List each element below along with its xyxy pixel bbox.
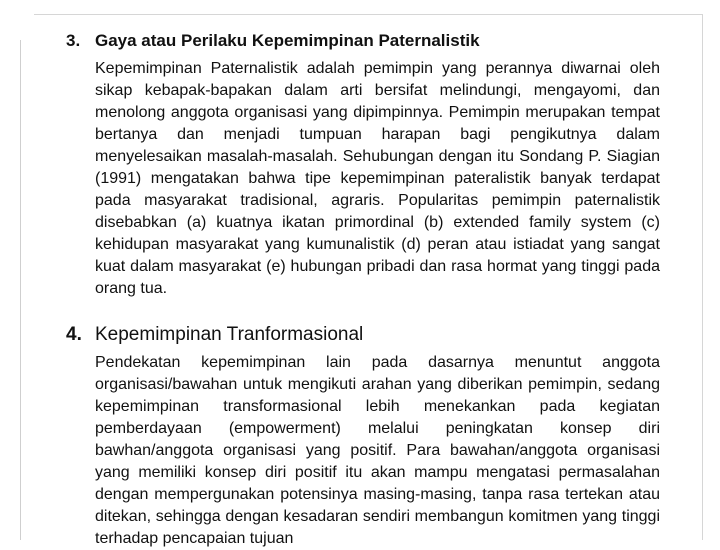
section-title: Gaya atau Perilaku Kepemimpinan Paternalistik [95, 31, 480, 50]
section-heading [66, 322, 666, 348]
slide-frame-right-line [702, 14, 703, 540]
slide-frame-top-line [34, 14, 702, 15]
section-number: 4. [66, 324, 82, 345]
section-body-text: Pendekatan kepemimpinan lain pada dasarnya menuntut anggota organisasi/bawahan untuk mengikuti arahan yang diberikan pemimpin, sedang kepemimpinan transformasional lebih menekankan pada kegiatan pemberdayaan (empowerment) melalui peningkatan konsep diri bawhan/anggota organisasi yang positif. Para bawahan/anggota organisasi yang memiliki konsep diri positif itu akan mampu mengatasi permasalahan dengan mempergunakan potensinya masing-masing, tanpa rasa tertekan atau ditekan, sehingga dengan kesadaran sendiri membangun komitmen yang tinggi terhadap pencapaian tujuan [95, 354, 660, 547]
section-body-text: Kepemimpinan Paternalistik adalah pemimpin yang perannya diwarnai oleh sikap kebapak-bapakan dalam arti bersifat melindungi, mengayomi, dan menolong anggota organisasi yang dipimpinnya. Pemimpin merupakan tempat bertanya dan menjadi tumpuan harapan bagi pengikutnya dalam menyelesaikan masalah-masalah. Sehubungan dengan itu Sondang P. Siagian (1991) mengatakan bahwa tipe kepemimpinan pateralistik banyak terdapat pada masyarakat tradisional, agraris. Popularitas pemimpin paternalistik disebabkan (a) kuatnya ikatan primordinal (b) extended family system (c) kehidupan masyarakat yang kumunalistik (d) peran atau istiadat yang sangat kuat dalam masyarakat (e) hubungan pribadi dan rasa hormat yang tinggi pada orang tua. [95, 60, 660, 297]
section-transformasional [66, 322, 666, 550]
slide-frame-left-line [20, 40, 21, 540]
section-paternalistik [66, 28, 666, 300]
section-heading [66, 28, 666, 54]
section-number: 3. [66, 31, 81, 50]
section-title: Kepemimpinan Tranformasional [95, 324, 364, 345]
